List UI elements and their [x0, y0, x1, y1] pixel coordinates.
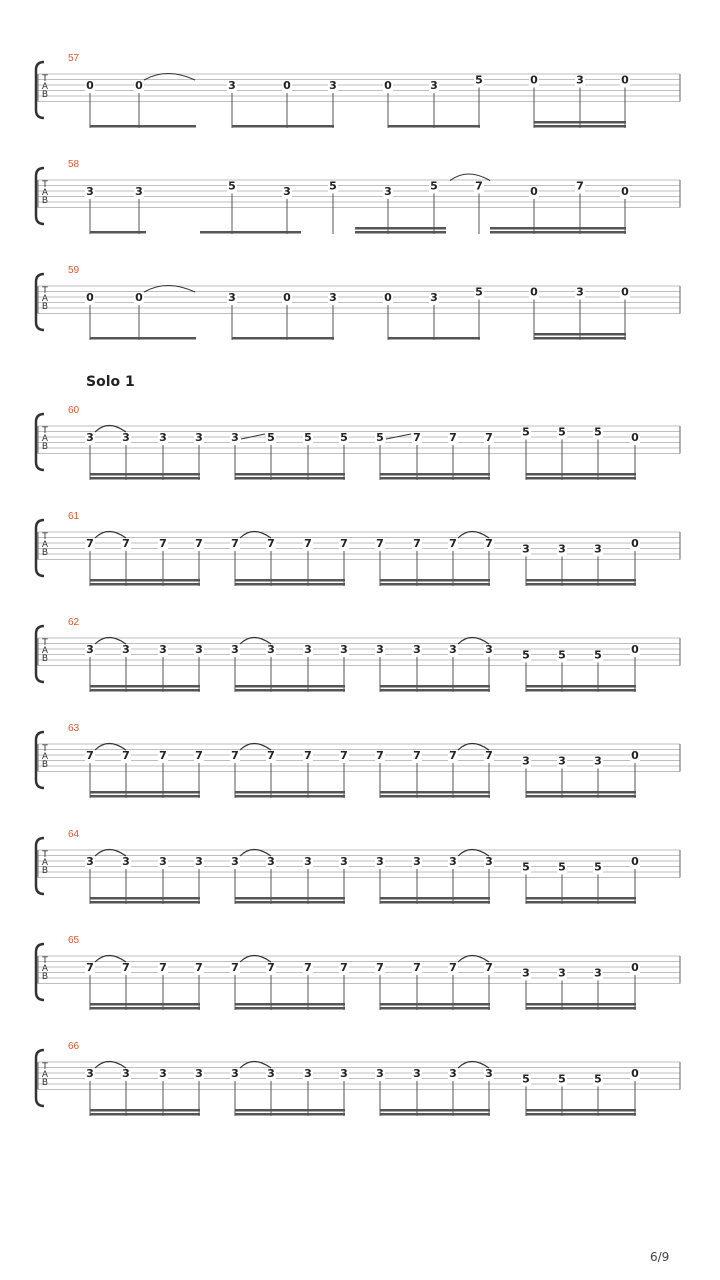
beam [235, 473, 345, 476]
tab-clef-letter: B [41, 548, 49, 558]
measure-number: 64 [68, 829, 80, 840]
beam [380, 1113, 490, 1116]
fret-number: 3 [485, 643, 493, 656]
beam [355, 231, 446, 234]
beam [90, 473, 200, 476]
beam [235, 583, 345, 586]
beam [380, 473, 490, 476]
fret-number: 7 [159, 537, 167, 550]
beam [235, 1113, 345, 1116]
beam [388, 337, 435, 340]
fret-number: 3 [86, 1067, 94, 1080]
fret-number: 7 [195, 961, 203, 974]
fret-number: 0 [631, 1067, 639, 1080]
fret-number: 7 [267, 749, 275, 762]
fret-number: 5 [522, 1072, 530, 1086]
fret-number: 3 [522, 966, 530, 980]
fret-number: 3 [485, 1067, 493, 1080]
fret-number: 5 [228, 179, 236, 193]
beam [90, 477, 200, 480]
fret-number: 0 [631, 961, 639, 974]
tab-clef-letter: A [41, 540, 49, 550]
fret-number: 3 [159, 431, 167, 444]
fret-number: 0 [384, 79, 392, 92]
fret-number: 0 [530, 185, 538, 198]
beam [235, 1003, 345, 1006]
tab-clef-letter: T [42, 426, 48, 436]
beam [235, 791, 345, 794]
beam [380, 579, 490, 582]
tab-clef-letter: A [41, 294, 49, 304]
fret-number: 7 [485, 749, 493, 762]
fret-number: 3 [267, 1067, 275, 1080]
beam [526, 685, 636, 688]
measure-number: 59 [68, 265, 80, 276]
beam [526, 1109, 636, 1112]
fret-number: 3 [159, 855, 167, 868]
tab-system [36, 265, 680, 340]
beam [380, 1003, 490, 1006]
measure-number: 57 [68, 53, 80, 64]
fret-number: 0 [621, 285, 629, 299]
fret-number: 3 [86, 431, 94, 444]
fret-number: 0 [631, 855, 639, 868]
fret-number: 5 [329, 179, 337, 193]
fret-number: 7 [267, 961, 275, 974]
fret-number: 3 [576, 285, 584, 299]
fret-number: 0 [530, 73, 538, 87]
fret-number: 3 [576, 73, 584, 87]
tie-arc [144, 286, 195, 293]
fret-number: 7 [449, 431, 457, 444]
tab-clef-letter: T [42, 956, 48, 966]
fret-number: 7 [159, 961, 167, 974]
fret-number: 7 [376, 749, 384, 762]
fret-number: 3 [122, 643, 130, 656]
tab-clef-letter: T [42, 74, 48, 84]
fret-number: 7 [413, 749, 421, 762]
tab-clef-letter: T [42, 180, 48, 190]
fret-number: 3 [485, 855, 493, 868]
tab-system [36, 53, 680, 128]
fret-number: 3 [413, 643, 421, 656]
beam [235, 579, 345, 582]
fret-number: 7 [195, 749, 203, 762]
fret-number: 3 [195, 643, 203, 656]
beam [380, 1007, 490, 1010]
fret-number: 3 [522, 542, 530, 556]
tab-clef-letter: T [42, 286, 48, 296]
tab-system [36, 511, 680, 586]
beam [235, 897, 345, 900]
fret-number: 0 [86, 79, 94, 92]
fret-number: 7 [376, 537, 384, 550]
beam [534, 337, 626, 340]
fret-number: 3 [329, 79, 337, 92]
beam [526, 689, 636, 692]
beam [526, 1003, 636, 1006]
fret-number: 5 [376, 431, 384, 444]
fret-number: 5 [522, 648, 530, 662]
fret-number: 7 [86, 537, 94, 550]
fret-number: 3 [449, 643, 457, 656]
fret-number: 3 [86, 643, 94, 656]
fret-number: 5 [475, 73, 483, 87]
fret-number: 3 [329, 291, 337, 304]
fret-number: 7 [159, 749, 167, 762]
fret-number: 7 [267, 537, 275, 550]
fret-number: 5 [304, 431, 312, 444]
beam [90, 583, 200, 586]
tab-clef-letter: B [41, 760, 49, 770]
fret-number: 0 [631, 749, 639, 762]
beam [90, 1007, 200, 1010]
fret-number: 7 [195, 537, 203, 550]
fret-number: 3 [558, 754, 566, 768]
tab-clef-letter: T [42, 638, 48, 648]
fret-number: 0 [283, 79, 291, 92]
tab-system [36, 935, 680, 1010]
tab-system [36, 617, 680, 692]
fret-number: 7 [485, 537, 493, 550]
fret-number: 3 [376, 1067, 384, 1080]
fret-number: 5 [558, 648, 566, 662]
fret-number: 5 [558, 425, 566, 439]
beam [235, 689, 345, 692]
slide-mark [386, 434, 411, 439]
fret-number: 5 [522, 860, 530, 874]
measure-number: 65 [68, 935, 80, 946]
beam [388, 125, 435, 128]
beam [90, 231, 146, 234]
beam [490, 227, 626, 230]
fret-number: 3 [304, 1067, 312, 1080]
fret-number: 0 [86, 291, 94, 304]
beam [90, 795, 200, 798]
fret-number: 3 [384, 185, 392, 198]
beam [90, 901, 200, 904]
fret-number: 5 [340, 431, 348, 444]
beam [90, 685, 200, 688]
tab-clef-letter: A [41, 964, 49, 974]
fret-number: 7 [304, 749, 312, 762]
beam [380, 897, 490, 900]
tab-clef-letter: B [41, 866, 49, 876]
fret-number: 7 [231, 749, 239, 762]
beam [90, 579, 200, 582]
fret-number: 3 [195, 1067, 203, 1080]
page-number: 6/9 [650, 1250, 670, 1264]
fret-number: 3 [195, 431, 203, 444]
measure-number: 61 [68, 511, 80, 522]
fret-number: 0 [135, 291, 143, 304]
fret-number: 3 [449, 1067, 457, 1080]
fret-number: 0 [530, 285, 538, 299]
fret-number: 7 [485, 431, 493, 444]
beam [139, 337, 196, 340]
beam [526, 477, 636, 480]
tab-clef-letter: A [41, 646, 49, 656]
fret-number: 7 [122, 961, 130, 974]
beam [232, 337, 334, 340]
measure-number: 62 [68, 617, 80, 628]
fret-number: 3 [430, 79, 438, 92]
tab-clef-letter: A [41, 1070, 49, 1080]
tab-system [36, 1041, 680, 1116]
measure-number: 58 [68, 159, 80, 170]
fret-number: 3 [376, 855, 384, 868]
beam [380, 791, 490, 794]
fret-number: 3 [267, 643, 275, 656]
tab-clef-letter: A [41, 858, 49, 868]
beam [526, 901, 636, 904]
fret-number: 7 [576, 179, 584, 193]
fret-number: 3 [228, 79, 236, 92]
tab-clef-letter: T [42, 1062, 48, 1072]
tab-clef-letter: B [41, 654, 49, 664]
tab-system [36, 159, 680, 234]
tab-clef-letter: B [41, 972, 49, 982]
beam [380, 1109, 490, 1112]
fret-number: 3 [558, 966, 566, 980]
fret-number: 3 [231, 643, 239, 656]
beam [200, 231, 301, 234]
fret-number: 7 [449, 961, 457, 974]
fret-number: 7 [449, 537, 457, 550]
fret-number: 5 [430, 179, 438, 193]
fret-number: 0 [621, 73, 629, 87]
fret-number: 7 [304, 961, 312, 974]
beam [355, 227, 446, 230]
fret-number: 7 [475, 179, 483, 193]
fret-number: 0 [283, 291, 291, 304]
fret-number: 7 [376, 961, 384, 974]
beam [526, 583, 636, 586]
fret-number: 3 [304, 643, 312, 656]
fret-number: 7 [340, 961, 348, 974]
fret-number: 0 [631, 431, 639, 444]
fret-number: 7 [86, 749, 94, 762]
fret-number: 3 [283, 185, 291, 198]
tab-clef-letter: B [41, 90, 49, 100]
fret-number: 5 [594, 860, 602, 874]
fret-number: 3 [522, 754, 530, 768]
fret-number: 0 [631, 643, 639, 656]
fret-number: 3 [231, 855, 239, 868]
section-title: Solo 1 [86, 374, 135, 390]
beam [526, 1113, 636, 1116]
beam [90, 791, 200, 794]
fret-number: 3 [594, 542, 602, 556]
beam [232, 125, 334, 128]
beam [90, 1003, 200, 1006]
beam [235, 1007, 345, 1010]
beam [235, 901, 345, 904]
fret-number: 3 [228, 291, 236, 304]
fret-number: 3 [86, 185, 94, 198]
beam [90, 1109, 200, 1112]
fret-number: 3 [122, 431, 130, 444]
beam [235, 1109, 345, 1112]
fret-number: 7 [340, 537, 348, 550]
beam [90, 689, 200, 692]
beam [526, 473, 636, 476]
tab-clef-letter: B [41, 442, 49, 452]
beam [380, 685, 490, 688]
fret-number: 3 [594, 754, 602, 768]
fret-number: 3 [376, 643, 384, 656]
beam [380, 477, 490, 480]
fret-number: 3 [159, 643, 167, 656]
fret-number: 3 [304, 855, 312, 868]
beam [235, 477, 345, 480]
fret-number: 7 [122, 749, 130, 762]
beam [534, 333, 626, 336]
fret-number: 0 [621, 185, 629, 198]
fret-number: 3 [413, 855, 421, 868]
tab-clef-letter: A [41, 434, 49, 444]
beam [139, 125, 196, 128]
beam [380, 795, 490, 798]
beam [526, 1007, 636, 1010]
fret-number: 3 [122, 1067, 130, 1080]
tab-system [36, 405, 680, 480]
measure-number: 60 [68, 405, 80, 416]
tab-clef-letter: A [41, 188, 49, 198]
beam [90, 1113, 200, 1116]
fret-number: 3 [413, 1067, 421, 1080]
tab-clef-letter: A [41, 82, 49, 92]
tab-clef-letter: A [41, 752, 49, 762]
fret-number: 5 [558, 860, 566, 874]
tab-system [36, 829, 680, 904]
tie-arc [450, 174, 490, 181]
fret-number: 0 [631, 537, 639, 550]
beam [380, 583, 490, 586]
fret-number: 5 [594, 648, 602, 662]
fret-number: 7 [231, 961, 239, 974]
beam [235, 685, 345, 688]
fret-number: 5 [558, 1072, 566, 1086]
beam [534, 121, 626, 124]
fret-number: 3 [267, 855, 275, 868]
tab-clef-letter: B [41, 196, 49, 206]
fret-number: 3 [449, 855, 457, 868]
fret-number: 5 [594, 1072, 602, 1086]
beam [526, 897, 636, 900]
fret-number: 3 [195, 855, 203, 868]
measure-number: 63 [68, 723, 80, 734]
beam [526, 795, 636, 798]
fret-number: 7 [340, 749, 348, 762]
measure-number: 66 [68, 1041, 80, 1052]
tab-clef-letter: T [42, 850, 48, 860]
slide-mark [241, 434, 265, 439]
beam [380, 901, 490, 904]
tab-clef-letter: T [42, 744, 48, 754]
fret-number: 7 [449, 749, 457, 762]
fret-number: 3 [122, 855, 130, 868]
fret-number: 7 [413, 537, 421, 550]
fret-number: 5 [522, 425, 530, 439]
fret-number: 7 [122, 537, 130, 550]
fret-number: 3 [231, 1067, 239, 1080]
fret-number: 3 [231, 431, 239, 444]
fret-number: 5 [267, 431, 275, 444]
tab-clef-letter: B [41, 302, 49, 312]
fret-number: 7 [86, 961, 94, 974]
beam [534, 125, 626, 128]
fret-number: 0 [384, 291, 392, 304]
tab-clef-letter: T [42, 532, 48, 542]
fret-number: 5 [475, 285, 483, 299]
fret-number: 7 [485, 961, 493, 974]
tab-system [36, 723, 680, 798]
beam [380, 689, 490, 692]
beam [90, 897, 200, 900]
tie-arc [144, 74, 195, 81]
fret-number: 7 [413, 961, 421, 974]
tab-clef-letter: B [41, 1078, 49, 1088]
beam [235, 795, 345, 798]
fret-number: 5 [594, 425, 602, 439]
fret-number: 3 [86, 855, 94, 868]
fret-number: 7 [304, 537, 312, 550]
beam [526, 579, 636, 582]
fret-number: 7 [413, 431, 421, 444]
beam [526, 791, 636, 794]
beam [490, 231, 626, 234]
fret-number: 7 [231, 537, 239, 550]
fret-number: 3 [340, 855, 348, 868]
fret-number: 3 [430, 291, 438, 304]
fret-number: 3 [340, 643, 348, 656]
fret-number: 3 [594, 966, 602, 980]
fret-number: 3 [135, 185, 143, 198]
fret-number: 3 [558, 542, 566, 556]
fret-number: 3 [159, 1067, 167, 1080]
fret-number: 0 [135, 79, 143, 92]
fret-number: 3 [340, 1067, 348, 1080]
